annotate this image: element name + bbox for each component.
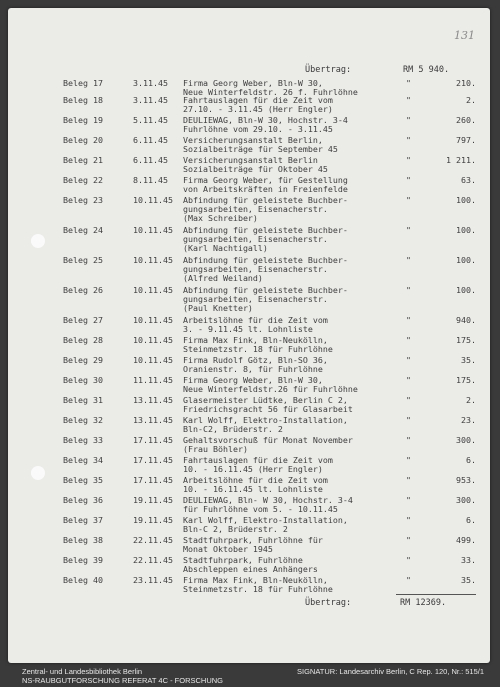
ditto-mark: " <box>406 335 411 345</box>
entry-amount: 100. <box>456 195 476 205</box>
entry-date: 10.11.45 <box>133 225 173 235</box>
beleg-number: Beleg 29 <box>63 355 103 365</box>
entry-amount: 2. <box>466 95 476 105</box>
beleg-number: Beleg 28 <box>63 335 103 345</box>
beleg-number: Beleg 33 <box>63 435 103 445</box>
beleg-number: Beleg 35 <box>63 475 103 485</box>
beleg-number: Beleg 30 <box>63 375 103 385</box>
carry-over-amount: RM 5 940. <box>403 65 450 75</box>
ditto-mark: " <box>406 155 411 165</box>
entry-date: 19.11.45 <box>133 515 173 525</box>
entry-amount: 6. <box>466 515 476 525</box>
beleg-number: Beleg 40 <box>63 575 103 585</box>
entry-description: Arbeitslöhne für die Zeit vom 3. - 9.11.45 lt. Lohnliste <box>183 315 328 334</box>
ditto-mark: " <box>406 225 411 235</box>
entry-amount: 175. <box>456 375 476 385</box>
entry-date: 3.11.45 <box>133 95 168 105</box>
entry-description: Karl Wolff, Elektro-Installation, Bln-C 2, Brüderstr. 2 <box>183 515 348 534</box>
entry-date: 22.11.45 <box>133 555 173 565</box>
beleg-number: Beleg 19 <box>63 115 103 125</box>
entry-date: 17.11.45 <box>133 455 173 465</box>
entry-amount: 797. <box>456 135 476 145</box>
entry-date: 10.11.45 <box>133 285 173 295</box>
entry-date: 17.11.45 <box>133 475 173 485</box>
entry-description: Abfindung für geleistete Buchber- gungsarbeiten, Eisenacherstr. (Max Schreiber) <box>183 195 348 223</box>
punch-hole <box>31 234 45 248</box>
footer-left <box>22 667 223 685</box>
entry-amount: 499. <box>456 535 476 545</box>
entry-amount: 940. <box>456 315 476 325</box>
entry-description: Firma Georg Weber, Bln-W 30, Neue Winterfeldstr.26 für Fuhrlöhne <box>183 375 358 394</box>
ditto-mark: " <box>406 315 411 325</box>
entry-description: Firma Max Fink, Bln-Neukölln, Steinmetzstr. 18 für Fuhrlöhne <box>183 575 333 594</box>
beleg-number: Beleg 17 <box>63 78 103 88</box>
ditto-mark: " <box>406 135 411 145</box>
entry-date: 19.11.45 <box>133 495 173 505</box>
entry-amount: 1 211. <box>446 155 476 165</box>
entry-amount: 63. <box>461 175 476 185</box>
entry-amount: 35. <box>461 575 476 585</box>
entry-description: Karl Wolff, Elektro-Installation, Bln-C2, Brüderstr. 2 <box>183 415 348 434</box>
entry-amount: 300. <box>456 435 476 445</box>
sum-line <box>396 594 476 595</box>
entry-description: Firma Max Fink, Bln-Neukölln, Steinmetzstr. 18 für Fuhrlöhne <box>183 335 333 354</box>
ditto-mark: " <box>406 495 411 505</box>
entry-date: 13.11.45 <box>133 395 173 405</box>
entry-date: 22.11.45 <box>133 535 173 545</box>
beleg-number: Beleg 20 <box>63 135 103 145</box>
entry-amount: 35. <box>461 355 476 365</box>
footer-signature: SIGNATUR: Landesarchiv Berlin, C Rep. 120, Nr.: 515/1 <box>297 667 485 676</box>
beleg-number: Beleg 36 <box>63 495 103 505</box>
entry-description: DEULIEWAG, Bln-W 30, Hochstr. 3-4 Fuhrlöhne vom 29.10. - 3.11.45 <box>183 115 348 134</box>
beleg-number: Beleg 22 <box>63 175 103 185</box>
entry-date: 8.11.45 <box>133 175 168 185</box>
entry-description: Fahrtauslagen für die Zeit vom 10. - 16.11.45 (Herr Engler) <box>183 455 333 474</box>
beleg-number: Beleg 34 <box>63 455 103 465</box>
entry-amount: 300. <box>456 495 476 505</box>
entry-description: Abfindung für geleistete Buchber- gungsarbeiten, Eisenacherstr. (Paul Knetter) <box>183 285 348 313</box>
entry-amount: 260. <box>456 115 476 125</box>
carry-forward-amount: RM 12369. <box>400 598 447 608</box>
beleg-number: Beleg 37 <box>63 515 103 525</box>
entry-amount: 6. <box>466 455 476 465</box>
ditto-mark: " <box>406 415 411 425</box>
entry-amount: 100. <box>456 225 476 235</box>
carry-over-label: Übertrag: <box>305 65 352 75</box>
beleg-number: Beleg 27 <box>63 315 103 325</box>
ditto-mark: " <box>406 195 411 205</box>
beleg-number: Beleg 38 <box>63 535 103 545</box>
entry-description: Stadtfuhrpark, Fuhrlöhne für Monat Oktober 1945 <box>183 535 323 554</box>
entry-date: 3.11.45 <box>133 78 168 88</box>
ditto-mark: " <box>406 255 411 265</box>
entry-date: 10.11.45 <box>133 355 173 365</box>
ditto-mark: " <box>406 535 411 545</box>
entry-description: Firma Rudolf Götz, Bln-SO 36, Oranienstr. 8, für Fuhrlöhne <box>183 355 328 374</box>
ditto-mark: " <box>406 355 411 365</box>
entry-amount: 2. <box>466 395 476 405</box>
beleg-number: Beleg 18 <box>63 95 103 105</box>
entry-amount: 175. <box>456 335 476 345</box>
entry-date: 6.11.45 <box>133 135 168 145</box>
entry-date: 10.11.45 <box>133 335 173 345</box>
entry-amount: 210. <box>456 78 476 88</box>
ditto-mark: " <box>406 95 411 105</box>
entry-description: Stadtfuhrpark, Fuhrlöhne Abschleppen eines Anhängers <box>183 555 318 574</box>
beleg-number: Beleg 31 <box>63 395 103 405</box>
ditto-mark: " <box>406 395 411 405</box>
entry-date: 10.11.45 <box>133 315 173 325</box>
entry-date: 10.11.45 <box>133 255 173 265</box>
page-number: 131 <box>454 29 475 42</box>
entry-amount: 100. <box>456 255 476 265</box>
beleg-number: Beleg 21 <box>63 155 103 165</box>
ditto-mark: " <box>406 435 411 445</box>
ditto-mark: " <box>406 475 411 485</box>
library-name: Zentral- und Landesbibliothek Berlin <box>22 667 143 676</box>
beleg-number: Beleg 25 <box>63 255 103 265</box>
entry-date: 5.11.45 <box>133 115 168 125</box>
beleg-number: Beleg 24 <box>63 225 103 235</box>
ditto-mark: " <box>406 285 411 295</box>
ditto-mark: " <box>406 175 411 185</box>
entry-description: Firma Georg Weber, für Gestellung von Arbeitskräften in Freienfelde <box>183 175 348 194</box>
ditto-mark: " <box>406 555 411 565</box>
ditto-mark: " <box>406 575 411 585</box>
entry-description: Arbeitslöhne für die Zeit vom 10. - 16.11.45 lt. Lohnliste <box>183 475 328 494</box>
beleg-number: Beleg 23 <box>63 195 103 205</box>
beleg-number: Beleg 39 <box>63 555 103 565</box>
document-page <box>8 8 490 663</box>
entry-date: 11.11.45 <box>133 375 173 385</box>
ditto-mark: " <box>406 115 411 125</box>
entry-description: Glasermeister Lüdtke, Berlin C 2, Friedrichsgracht 56 für Glasarbeit <box>183 395 353 414</box>
beleg-number: Beleg 26 <box>63 285 103 295</box>
ditto-mark: " <box>406 78 411 88</box>
entry-description: DEULIEWAG, Bln- W 30, Hochstr. 3-4 für Fuhrlöhne vom 5. - 10.11.45 <box>183 495 353 514</box>
department-name: NS-RAUBGUTFORSCHUNG REFERAT 4C - FORSCHUNG <box>22 676 223 685</box>
entry-amount: 33. <box>461 555 476 565</box>
entry-amount: 100. <box>456 285 476 295</box>
entry-description: Versicherungsanstalt Berlin, Sozialbeiträge für September 45 <box>183 135 338 154</box>
entry-amount: 953. <box>456 475 476 485</box>
beleg-number: Beleg 32 <box>63 415 103 425</box>
ditto-mark: " <box>406 515 411 525</box>
punch-hole <box>31 466 45 480</box>
ditto-mark: " <box>406 375 411 385</box>
entry-date: 6.11.45 <box>133 155 168 165</box>
carry-forward-label: Übertrag: <box>305 598 352 608</box>
ditto-mark: " <box>406 455 411 465</box>
entry-amount: 23. <box>461 415 476 425</box>
entry-date: 10.11.45 <box>133 195 173 205</box>
entry-description: Fahrtauslagen für die Zeit vom 27.10. - 3.11.45 (Herr Engler) <box>183 95 333 114</box>
entry-date: 13.11.45 <box>133 415 173 425</box>
entry-description: Abfindung für geleistete Buchber- gungsarbeiten, Eisenacherstr. (Karl Nachtigall) <box>183 225 348 253</box>
entry-description: Abfindung für geleistete Buchber- gungsarbeiten, Eisenacherstr. (Alfred Weiland) <box>183 255 348 283</box>
entry-description: Gehaltsvorschuß für Monat November (Frau Böhler) <box>183 435 353 454</box>
entry-description: Firma Georg Weber, Bln-W 30, Neue Winterfeldstr. 26 f. Fuhrlöhne <box>183 78 358 97</box>
entry-description: Versicherungsanstalt Berlin Sozialbeiträge für Oktober 45 <box>183 155 328 174</box>
entry-date: 17.11.45 <box>133 435 173 445</box>
entry-date: 23.11.45 <box>133 575 173 585</box>
